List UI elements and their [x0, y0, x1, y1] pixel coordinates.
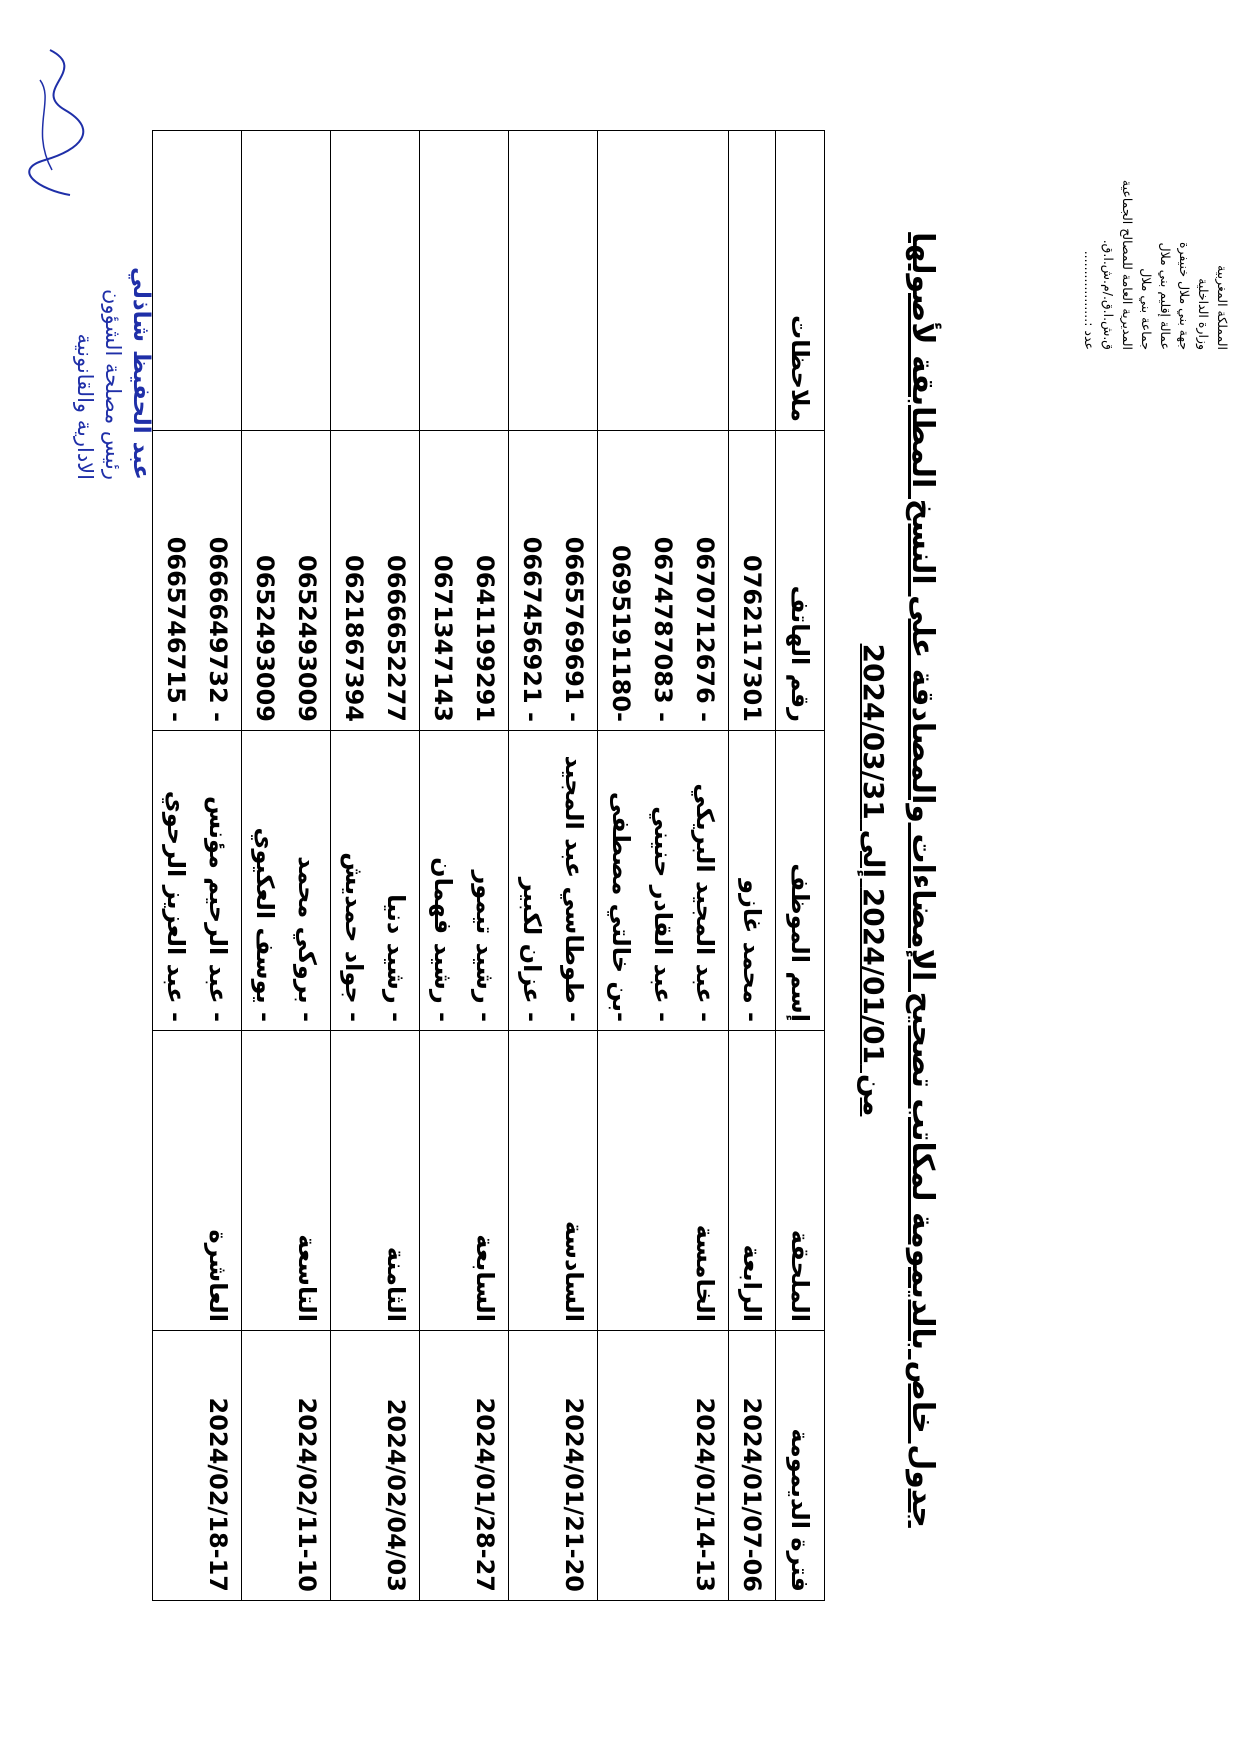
- phone-number: 0674787083 -: [649, 536, 677, 722]
- header-line: عدد :..................: [1082, 250, 1097, 350]
- header-line: عمالة إقليم بني ملال: [1158, 242, 1173, 350]
- annex-cell: العاشرة: [153, 1031, 242, 1331]
- phone-number: 0665746715 -: [162, 536, 190, 722]
- annex-cell: السابعة: [420, 1031, 509, 1331]
- employee-names-cell: [420, 731, 509, 1031]
- phone-number: 0666649732 -: [204, 536, 232, 722]
- header-line: جماعة بني ملال: [1139, 268, 1154, 350]
- table-row: [242, 131, 331, 1601]
- employee-name: - يوسف العكيوي: [251, 827, 279, 1022]
- annex-cell: التاسعة: [242, 1031, 331, 1331]
- employee-name: - بروكي محمد: [293, 856, 321, 1022]
- employee-names-cell: [509, 731, 598, 1031]
- phone-numbers-cell: [598, 431, 729, 731]
- table-body: [153, 131, 776, 1601]
- header-name: إسم الموظف: [776, 731, 825, 1031]
- phone-numbers-cell: [153, 431, 242, 731]
- employee-name: - عبد المجيد البريكي: [691, 783, 719, 1022]
- employee-name: - رشيد تيمور: [471, 870, 499, 1022]
- notes-cell: [331, 131, 420, 431]
- employee-name: - طوطاسي عبد المجيد: [560, 755, 588, 1022]
- annex-cell: السادسة: [509, 1031, 598, 1331]
- period-cell: 2024/01/14-13: [598, 1331, 729, 1601]
- employee-names-cell: [729, 731, 776, 1031]
- phone-number: 0665769691 -: [560, 536, 588, 722]
- phone-number: 0621867394: [340, 555, 368, 722]
- table-header-row: [776, 131, 825, 1601]
- phone-number: 0670712676 -: [691, 536, 719, 722]
- employee-names-cell: [598, 731, 729, 1031]
- header-line: ق.ش.ا.ق./م.ش.ا.ق.: [1101, 239, 1116, 350]
- period-cell: 2024/01/21-20: [509, 1331, 598, 1601]
- employee-name: - عبد الرحيم مؤنس: [204, 795, 232, 1022]
- header-line: المملكة المغربية: [1215, 265, 1230, 350]
- period-cell: 2024/01/07-06: [729, 1331, 776, 1601]
- employee-name: - جواد حمديش: [340, 852, 368, 1022]
- header-notes: ملاحظات: [776, 131, 825, 431]
- phone-number: 0695191180-: [607, 545, 635, 722]
- notes-cell: [153, 131, 242, 431]
- phone-numbers-cell: [331, 431, 420, 731]
- notes-cell: [598, 131, 729, 431]
- phone-numbers-cell: [242, 431, 331, 731]
- table-row: [598, 131, 729, 1601]
- header-period: فترة الديمومة: [776, 1331, 825, 1601]
- header-line: وزارة الداخلية: [1196, 278, 1211, 350]
- document-title: جدول خاص بالديمومة لمكاتب تصحيح الإمضاءات والمصادقة على النسخ المطابقة لأصولها: [905, 232, 940, 1528]
- signatory-title-line-1: رئيس مصلحة الشؤون: [101, 288, 125, 480]
- notes-cell: [509, 131, 598, 431]
- employee-names-cell: [242, 731, 331, 1031]
- phone-number: 0652493009: [251, 555, 279, 722]
- notes-cell: [729, 131, 776, 431]
- table-row: [509, 131, 598, 1601]
- period-cell: 2024/02/04/03: [331, 1331, 420, 1601]
- employee-name: - عبد العزيز الرحوي: [162, 790, 190, 1022]
- period-cell: 2024/01/28-27: [420, 1331, 509, 1601]
- header-phone: رقم الهاتف: [776, 431, 825, 731]
- phone-numbers-cell: [420, 431, 509, 731]
- document-subtitle: من 2024/01/01 إلى 2024/03/31: [857, 643, 890, 1117]
- phone-number: 0671347143: [429, 555, 457, 722]
- phone-number: 0666652277: [382, 555, 410, 722]
- notes-cell: [420, 131, 509, 431]
- signatory-name: عبد الحفيظ شاذلي: [128, 266, 154, 480]
- employee-name: - رشيد دنيا: [382, 894, 410, 1022]
- annex-cell: الثامنة: [331, 1031, 420, 1331]
- employee-name: - عبد القادر حنيني: [649, 806, 677, 1022]
- administrative-header: [1080, 140, 1232, 350]
- annex-cell: الخامسة: [598, 1031, 729, 1331]
- phone-number: 0667456921 -: [518, 536, 546, 722]
- header-annex: الملحقة: [776, 1031, 825, 1331]
- period-cell: 2024/02/11-10: [242, 1331, 331, 1601]
- table-row: [153, 131, 242, 1601]
- table-row: [420, 131, 509, 1601]
- annex-cell: الرابعة: [729, 1031, 776, 1331]
- phone-number: 0652493009: [293, 555, 321, 722]
- header-line: جهة بني ملال خنيفرة: [1177, 241, 1192, 350]
- phone-numbers-cell: [729, 431, 776, 731]
- header-line: المديرية العامة للمصالح الجماعية: [1120, 179, 1135, 350]
- phone-number: 0641199291: [471, 555, 499, 722]
- employee-names-cell: [331, 731, 420, 1031]
- employee-name: - محمد غازو: [738, 879, 766, 1022]
- employee-name: -بن خالتي مصطفى: [607, 791, 635, 1022]
- notes-cell: [242, 131, 331, 431]
- phone-numbers-cell: [509, 431, 598, 731]
- duty-schedule-table: [152, 130, 825, 1601]
- signatory-title-line-2: الادارية والقانونية: [73, 333, 97, 480]
- table-row: [729, 131, 776, 1601]
- handwritten-signature: [20, 40, 100, 200]
- employee-name: - رشيد فهمان: [429, 857, 457, 1022]
- period-cell: 2024/02/18-17: [153, 1331, 242, 1601]
- employee-names-cell: [153, 731, 242, 1031]
- employee-name: - عزان لكبير: [518, 877, 546, 1022]
- table-row: [331, 131, 420, 1601]
- phone-number: 0762117301: [738, 555, 766, 722]
